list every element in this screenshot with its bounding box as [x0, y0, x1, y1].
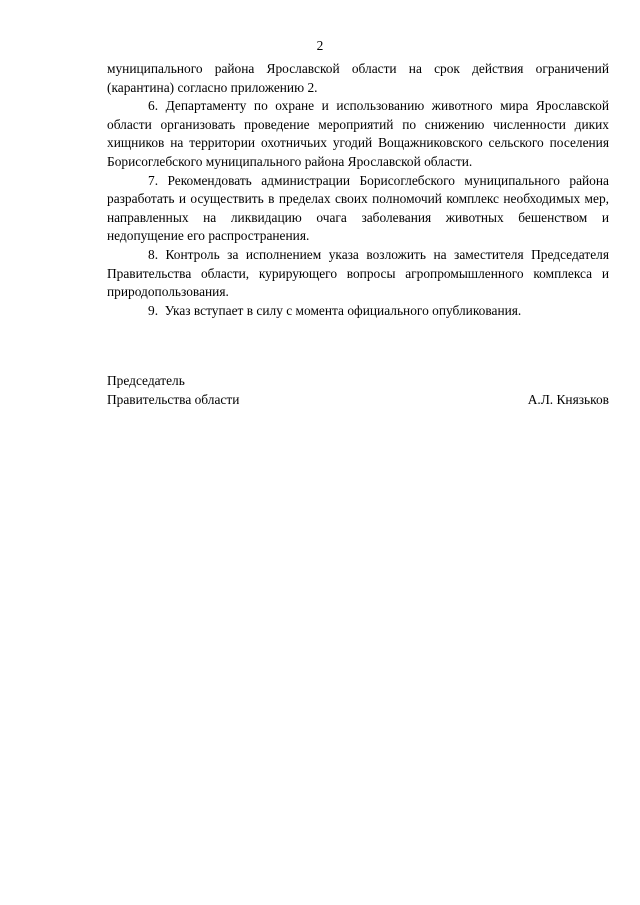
signature-block	[107, 372, 609, 409]
item-text: Указ вступает в силу с момента официального опубликования.	[158, 302, 522, 318]
item-text: Рекомендовать администрации Борисоглебского муниципального района разработать и осуществить в пределах своих полномочий комплекс необходимых мер, направленных на ликвидацию очага заболевания животных бешенством и недопущение его распространения.	[107, 172, 609, 244]
item-text: Контроль за исполнением указа возложить на заместителя Председателя Правительства области, курирующего вопросы агропромышленного комплекса и природопользования.	[107, 246, 609, 300]
paragraph-item-8	[107, 246, 609, 302]
page-number: 2	[316, 38, 324, 53]
signature-line-1	[107, 372, 609, 391]
paragraph-item-7	[107, 172, 609, 246]
signatory-position-line-1: Председатель	[107, 373, 185, 388]
paragraph-item-9	[107, 302, 609, 321]
signature-line-2	[107, 391, 609, 410]
paragraph-item-6	[107, 97, 609, 171]
continuation-paragraph: муниципального района Ярославской области на срок действия ограничений (карантина) согласно приложению 2.	[107, 61, 609, 95]
signatory-name: А.Л. Князьков	[527, 391, 609, 407]
signatory-position-line-2: Правительства области	[107, 391, 240, 407]
item-number: 7.	[148, 172, 159, 188]
document-body	[107, 60, 609, 320]
item-text: Департаменту по охране и использованию животного мира Ярославской области организовать проведение мероприятий по снижению численности диких хищников на территории охотничьих угодий Вощажниковского сельского поселения Борисоглебского муниципального района Ярославской области.	[107, 98, 609, 169]
item-number: 6.	[148, 98, 159, 114]
item-number: 9.	[148, 302, 159, 318]
item-number: 8.	[148, 246, 159, 262]
